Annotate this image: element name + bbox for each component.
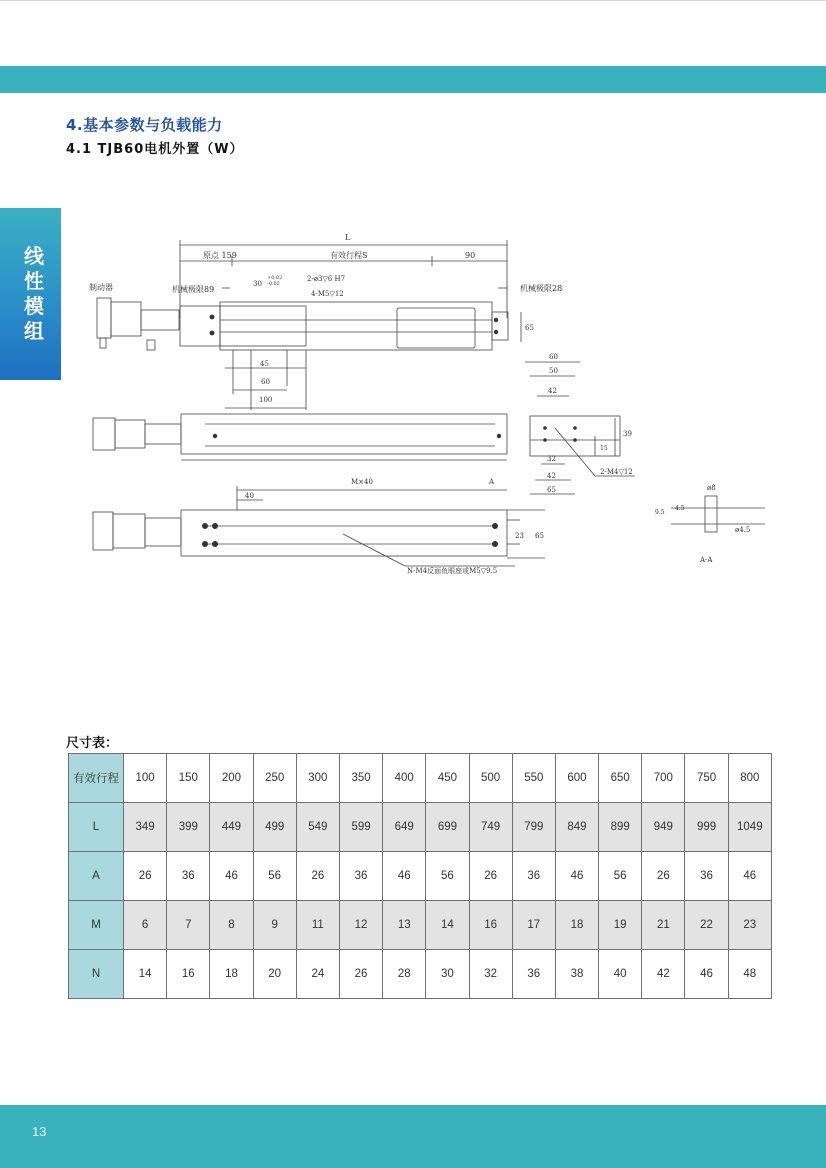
table-cell: 19 — [599, 901, 642, 950]
table-cell: 46 — [383, 852, 426, 901]
table-cell: 550 — [512, 754, 555, 803]
row-header-cell: L — [69, 803, 124, 852]
holes-label-2: 4-M5▽12 — [311, 290, 344, 298]
table-cell: 17 — [512, 901, 555, 950]
table-row — [69, 754, 772, 803]
table-cell: 14 — [426, 901, 469, 950]
end-m4-label: 2-M4▽12 — [600, 468, 633, 476]
table-cell: 18 — [555, 901, 598, 950]
tolerance-minus: -0.02 — [267, 281, 280, 287]
row-header-cell: M — [69, 901, 124, 950]
table-cell: 349 — [124, 803, 167, 852]
footer-band — [0, 1105, 826, 1168]
table-cell: 999 — [685, 803, 728, 852]
table-cell: 36 — [685, 852, 728, 901]
end-50: 50 — [549, 367, 558, 375]
table-cell: 23 — [728, 901, 771, 950]
table-cell: 8 — [210, 901, 253, 950]
phi-8: ø8 — [707, 484, 716, 492]
table-cell: 46 — [210, 852, 253, 901]
table-cell: 36 — [512, 852, 555, 901]
side-tab-char: 模 — [24, 294, 44, 318]
table-cell: 22 — [685, 901, 728, 950]
section-aa-label: A-A — [700, 556, 713, 564]
table-cell: 949 — [642, 803, 685, 852]
table-cell: 549 — [296, 803, 339, 852]
dim-100: 100 — [259, 396, 273, 404]
table-cell: 46 — [685, 950, 728, 999]
end-42b: 42 — [547, 472, 556, 480]
mech-limit-right: 机械极限28 — [520, 284, 563, 293]
side-tab-char: 组 — [24, 319, 44, 343]
dim-45: 45 — [260, 360, 269, 368]
table-cell: 40 — [599, 950, 642, 999]
dim-9-5: 9.5 — [655, 509, 665, 516]
table-cell: 56 — [599, 852, 642, 901]
table-cell: 250 — [253, 754, 296, 803]
dim-L: L — [345, 233, 351, 242]
table-cell: 849 — [555, 803, 598, 852]
dim-90: 90 — [465, 251, 476, 260]
table-cell: 450 — [426, 754, 469, 803]
table-cell: 26 — [296, 852, 339, 901]
table-cell: 7 — [167, 901, 210, 950]
table-cell: 26 — [469, 852, 512, 901]
row-header-cell: A — [69, 852, 124, 901]
n-m4-label: N-M4反面鱼眼座或M5▽9.5 — [407, 567, 498, 575]
table-cell: 18 — [210, 950, 253, 999]
table-row — [69, 901, 772, 950]
table-cell: 26 — [642, 852, 685, 901]
side-tab-char: 性 — [24, 269, 44, 293]
table-cell: 26 — [124, 852, 167, 901]
page-number: 13 — [32, 1124, 47, 1139]
dim-65: 65 — [525, 324, 534, 332]
table-cell: 599 — [339, 803, 382, 852]
table-cell: 28 — [383, 950, 426, 999]
table-cell: 800 — [728, 754, 771, 803]
table-cell: 649 — [383, 803, 426, 852]
table-cell: 350 — [339, 754, 382, 803]
section-side-tab — [0, 208, 61, 380]
table-cell: 499 — [253, 803, 296, 852]
table-cell: 13 — [383, 901, 426, 950]
table-cell: 26 — [339, 950, 382, 999]
table-cell: 100 — [124, 754, 167, 803]
holes-label-1: 2-ø3▽6 H7 — [307, 275, 346, 283]
table-cell: 750 — [685, 754, 728, 803]
end-42: 42 — [548, 387, 557, 395]
table-cell: 12 — [339, 901, 382, 950]
row-header-cell: N — [69, 950, 124, 999]
dim-stroke: 有效行程S — [330, 251, 368, 260]
technical-drawing — [75, 228, 765, 583]
end-39: 39 — [623, 430, 632, 438]
phi-4-5: ø4.5 — [735, 526, 751, 534]
table-cell: 9 — [253, 901, 296, 950]
table-cell: 799 — [512, 803, 555, 852]
row-header-cell: 有效行程 — [69, 754, 124, 803]
table-cell: 600 — [555, 754, 598, 803]
dim-A: A — [489, 478, 495, 486]
table-cell: 36 — [339, 852, 382, 901]
table-cell: 449 — [210, 803, 253, 852]
table-cell: 300 — [296, 754, 339, 803]
end-60: 60 — [549, 353, 558, 361]
table-cell: 200 — [210, 754, 253, 803]
subsection-heading: 4.1 TJB60电机外置（W） — [66, 142, 244, 157]
table-cell: 899 — [599, 803, 642, 852]
dim-60: 60 — [261, 378, 270, 386]
table-cell: 42 — [642, 950, 685, 999]
table-cell: 46 — [555, 852, 598, 901]
section-heading: 4.基本参数与负载能力 — [66, 116, 223, 134]
table-cell: 56 — [426, 852, 469, 901]
mech-limit-left: 机械极限89 — [172, 285, 215, 294]
table-cell: 16 — [469, 901, 512, 950]
table-cell: 399 — [167, 803, 210, 852]
end-32: 32 — [547, 455, 556, 463]
dim-65b: 65 — [535, 532, 544, 540]
side-tab-char: 线 — [24, 244, 44, 268]
table-cell: 38 — [555, 950, 598, 999]
table-cell: 699 — [426, 803, 469, 852]
dim-4-5: 4.5 — [675, 505, 685, 512]
table-row — [69, 852, 772, 901]
table-cell: 36 — [167, 852, 210, 901]
top-rule — [0, 0, 826, 1]
brake-label: 制动器 — [89, 283, 113, 292]
dim-30: 30 — [253, 280, 262, 288]
table-row — [69, 803, 772, 852]
table-cell: 11 — [296, 901, 339, 950]
dim-40: 40 — [245, 492, 254, 500]
tolerance-plus: +0.02 — [267, 275, 283, 281]
table-cell: 46 — [728, 852, 771, 901]
dimension-table — [68, 753, 772, 999]
table-cell: 14 — [124, 950, 167, 999]
table-cell: 56 — [253, 852, 296, 901]
table-cell: 36 — [512, 950, 555, 999]
table-row — [69, 950, 772, 999]
table-cell: 20 — [253, 950, 296, 999]
table-cell: 500 — [469, 754, 512, 803]
table-cell: 1049 — [728, 803, 771, 852]
end-15: 15 — [600, 445, 608, 452]
table-cell: 21 — [642, 901, 685, 950]
header-band — [0, 66, 826, 93]
table-cell: 749 — [469, 803, 512, 852]
end-65: 65 — [547, 486, 556, 494]
dim-mx40: M×40 — [351, 478, 373, 486]
table-cell: 150 — [167, 754, 210, 803]
dim-23: 23 — [515, 532, 524, 540]
table-cell: 48 — [728, 950, 771, 999]
table-cell: 16 — [167, 950, 210, 999]
table-cell: 400 — [383, 754, 426, 803]
table-cell: 30 — [426, 950, 469, 999]
table-cell: 6 — [124, 901, 167, 950]
dim-origin: 原点 159 — [203, 251, 237, 260]
table-cell: 24 — [296, 950, 339, 999]
dimension-table-title: 尺寸表： — [66, 736, 119, 751]
table-cell: 650 — [599, 754, 642, 803]
table-cell: 700 — [642, 754, 685, 803]
table-cell: 32 — [469, 950, 512, 999]
